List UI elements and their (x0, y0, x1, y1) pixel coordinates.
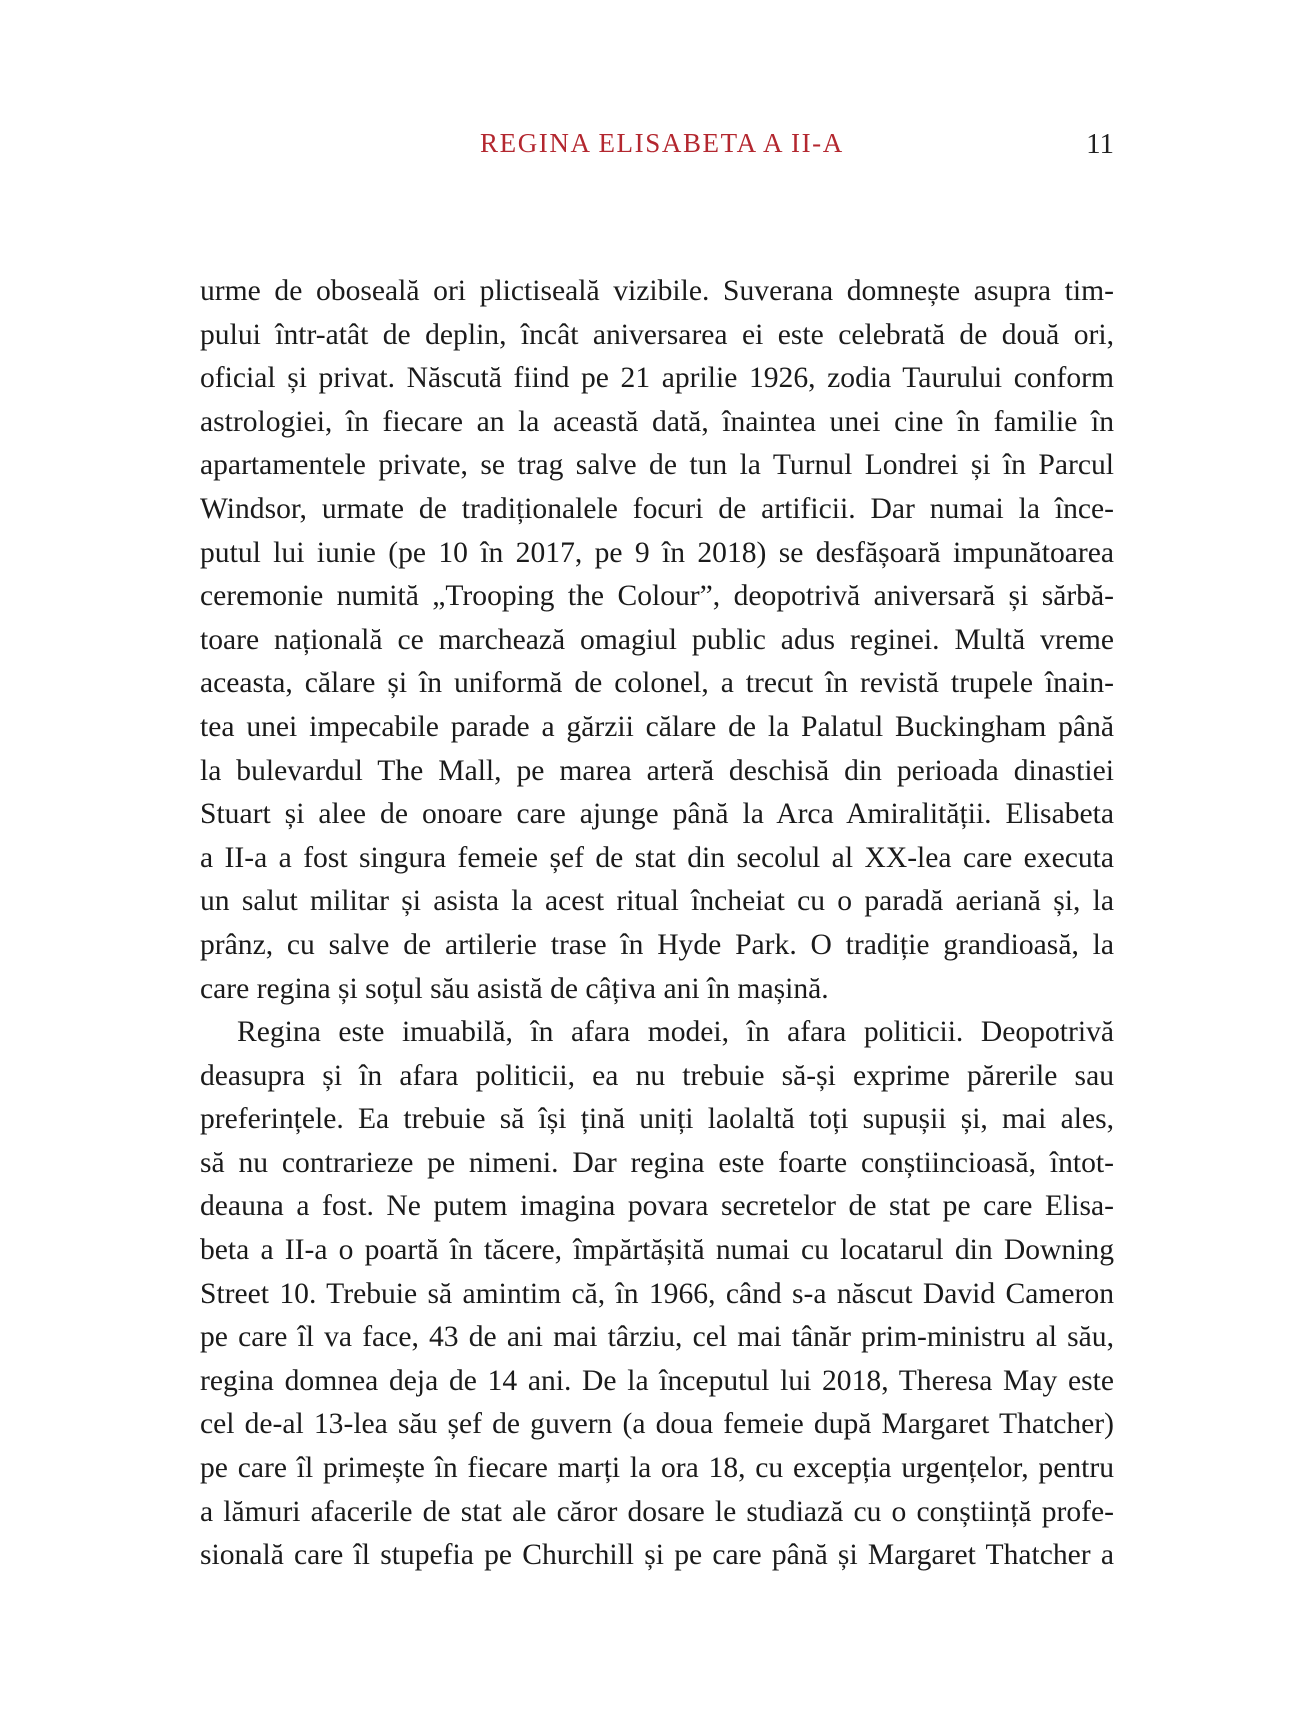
running-title: REGINA ELISABETA A II-A (480, 128, 844, 158)
text-line: pe care îl primește în fiecare marți la ora 18, cu excepția urgențelor, pentru (200, 1452, 1114, 1485)
text-line: deauna a fost. Ne putem imagina povara secretelor de stat pe care Elisa- (200, 1190, 1114, 1223)
body-text (200, 270, 1114, 1578)
text-line: un salut militar și asista la acest ritual încheiat cu o paradă aeriană și, la (200, 885, 1114, 918)
text-line: Street 10. Trebuie să amintim că, în 1966, când s-a născut David Cameron (200, 1277, 1114, 1310)
paragraph-1 (200, 270, 1114, 1011)
text-line: prânz, cu salve de artilerie trase în Hyde Park. O tradiție grandioasă, la (200, 928, 1114, 961)
text-line: putul lui iunie (pe 10 în 2017, pe 9 în 2018) se desfășoară impunătoarea (200, 536, 1114, 569)
text-line: oficial și privat. Născută fiind pe 21 aprilie 1926, zodia Taurului conform (200, 362, 1114, 395)
text-line: cel de-al 13-lea său șef de guvern (a doua femeie după Margaret Thatcher) (200, 1408, 1114, 1441)
text-line: regina domnea deja de 14 ani. De la începutul lui 2018, Theresa May este (200, 1364, 1114, 1397)
text-line: tea unei impecabile parade a gărzii călare de la Palatul Buckingham până (200, 710, 1114, 743)
text-line: pului într-atât de deplin, încât aniversarea ei este celebrată de două ori, (200, 318, 1114, 351)
text-line: astrologiei, în fiecare an la această dată, înaintea unei cine în familie în (200, 405, 1114, 438)
text-line: pe care îl va face, 43 de ani mai târziu, cel mai tânăr prim-ministru al său, (200, 1321, 1114, 1354)
text-line: toare națională ce marchează omagiul public adus reginei. Multă vreme (200, 623, 1114, 656)
text-line: să nu contrarieze pe nimeni. Dar regina este foarte conștiincioasă, întot- (200, 1146, 1114, 1179)
text-line: apartamentele private, se trag salve de tun la Turnul Londrei și în Parcul (200, 449, 1114, 482)
text-line: urme de oboseală ori plictiseală vizibile. Suverana domnește asupra tim- (200, 275, 1114, 307)
text-line: a II-a a fost singura femeie șef de stat din secolul al XX-lea care executa (200, 841, 1114, 874)
text-line: Windsor, urmate de tradiționalele focuri de artificii. Dar numai la înce- (200, 492, 1114, 525)
text-line: deasupra și în afara politicii, ea nu trebuie să-și exprime părerile sau (200, 1059, 1114, 1092)
running-header (200, 128, 1114, 168)
text-line: beta a II-a o poartă în tăcere, împărtășită numai cu locatarul din Downing (200, 1234, 1114, 1267)
paragraph-2 (200, 1011, 1114, 1578)
text-line: a lămuri afacerile de stat ale căror dosare le studiază cu o conștiință profe- (200, 1495, 1114, 1528)
text-line: ceremonie numită „Trooping the Colour”, deopotrivă aniversară și sărbă- (200, 580, 1114, 613)
text-line: aceasta, călare și în uniformă de colonel, a trecut în revistă trupele înain- (200, 667, 1114, 700)
text-line: Regina este imuabilă, în afara modei, în afara politicii. Deopotrivă (237, 1016, 1114, 1049)
text-line: Stuart și alee de onoare care ajunge până la Arca Amiralității. Elisabeta (200, 798, 1114, 831)
text-line: preferințele. Ea trebuie să își țină uniți laolaltă toți supușii și, mai ales, (200, 1103, 1114, 1136)
text-line: la bulevardul The Mall, pe marea arteră deschisă din perioada dinastiei (200, 754, 1114, 787)
text-line: sională care îl stupefia pe Churchill și pe care până și Margaret Thatcher a (200, 1539, 1114, 1572)
page-number: 11 (1086, 128, 1114, 160)
text-line: care regina și soțul său asistă de câțiva ani în mașină. (200, 972, 829, 1005)
